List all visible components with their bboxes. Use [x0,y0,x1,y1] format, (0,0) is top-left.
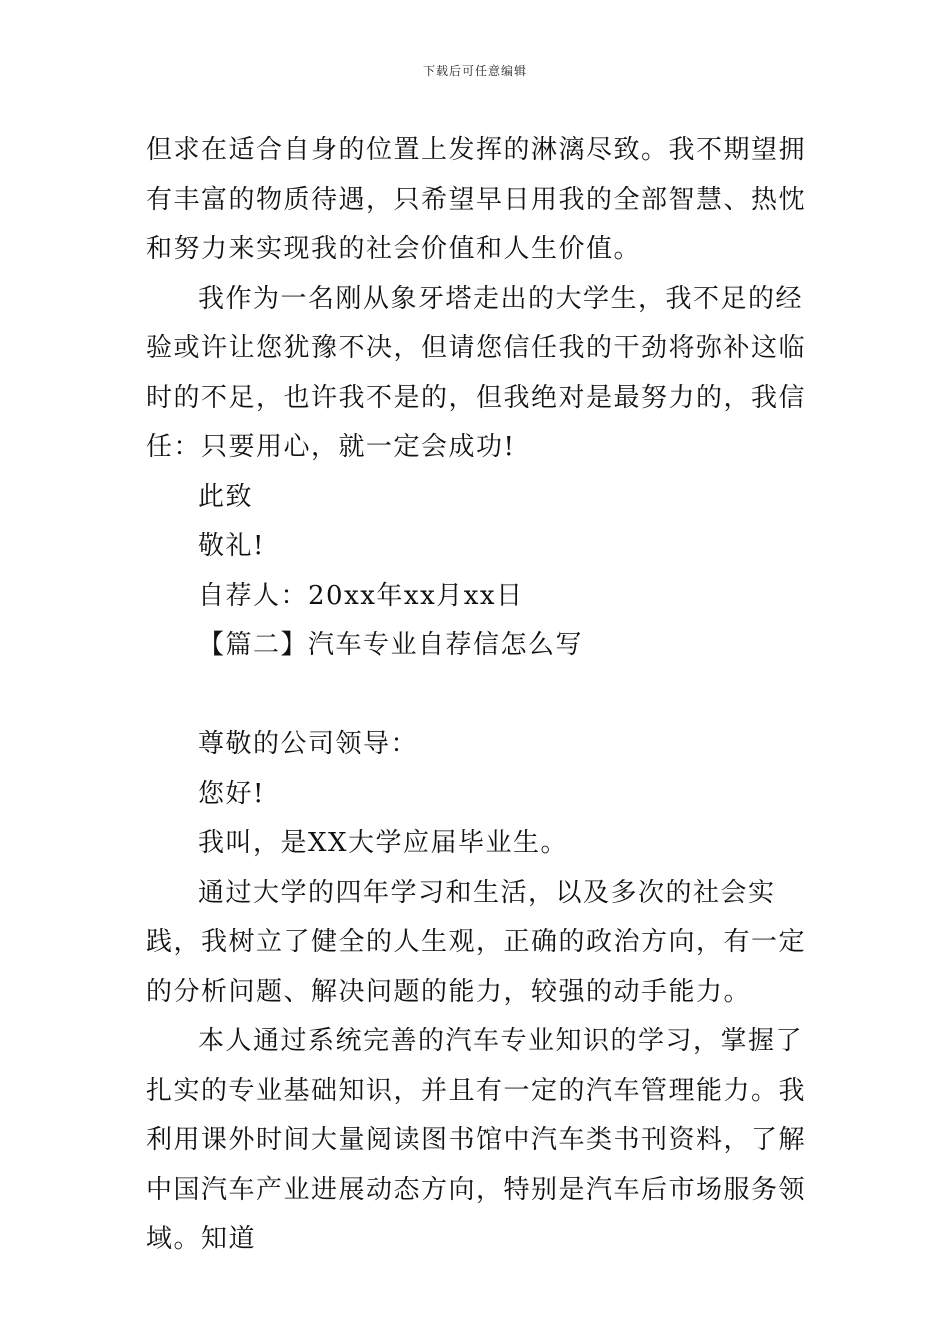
paragraph-university: 通过大学的四年学习和生活，以及多次的社会实践，我树立了健全的人生观，正确的政治方向，有一定的分析问题、解决问题的能力，较强的动手能力。 [146,877,807,1007]
closing-line-1: 此致 [198,481,254,512]
intro-line: 我叫，是XX大学应届毕业生。 [198,828,569,858]
paragraph-self-intro: 我作为一名刚从象牙塔走出的大学生，我不足的经验或许让您犹豫不决，但请您信任我的干劲将弥补这临时的不足，也许我不是的，但我绝对是最努力的，我信任：只要用心，就一定会成功! [146,283,807,462]
page-header: 下载后可任意编辑 [422,64,527,78]
salutation: 尊敬的公司领导： [198,729,419,759]
signature-line: 自荐人：20xx年xx月xx日 [198,580,524,611]
closing-line-2: 敬礼! [198,531,265,561]
paragraph-skills: 本人通过系统完善的汽车专业知识的学习，掌握了扎实的专业基础知识，并且有一定的汽车管理能力。我利用课外时间大量阅读图书馆中汽车类书刊资料，了解中国汽车产业进展动态方向，特别是汽车后市场服务领域。知道 [146,1026,807,1254]
paragraph-continuation: 但求在适合自身的位置上发挥的淋漓尽致。我不期望拥有丰富的物质待遇，只希望早日用我的全部智慧、热忱和努力来实现我的社会价值和人生价值。 [146,135,807,264]
greeting: 您好! [198,778,265,809]
section-title: 【篇二】汽车专业自荐信怎么写 [198,630,584,660]
blank-line [146,671,806,721]
document-body [146,126,806,1265]
